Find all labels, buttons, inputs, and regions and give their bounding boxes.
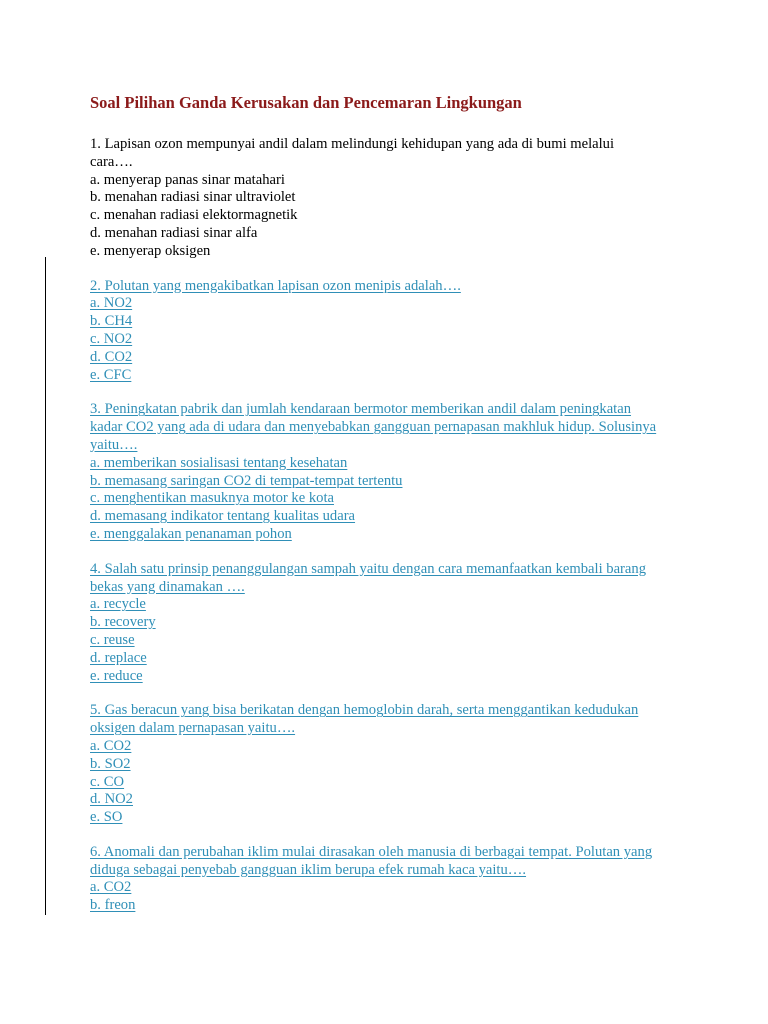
answer-option-link[interactable]: c. menghentikan masuknya motor ke kota [90,490,334,507]
answer-option: e. menyerap oksigen [90,242,211,259]
answer-option-link[interactable]: d. replace [90,649,147,666]
question-text: cara…. [90,153,133,170]
question-link-text[interactable]: bekas yang dinamakan …. [90,578,245,595]
question-link-text[interactable]: oksigen dalam pernapasan yaitu…. [90,720,296,737]
question-6[interactable] [90,844,690,915]
answer-option-link[interactable]: a. NO2 [90,295,133,312]
answer-option-link[interactable]: d. CO2 [90,348,133,365]
question-4[interactable] [90,561,690,686]
question-link-text[interactable]: 5. Gas beracun yang bisa berikatan dengan hemoglobin darah, serta menggantikan kedudukan [90,702,639,719]
question-link-text[interactable]: 6. Anomali dan perubahan iklim mulai dirasakan oleh manusia di berbagai tempat. Polutan yang [90,843,653,860]
answer-option-link[interactable]: e. reduce [90,667,143,684]
answer-option-link[interactable]: b. memasang saringan CO2 di tempat-tempat tertentu [90,472,403,489]
answer-option-link[interactable]: c. CO [90,773,125,790]
document-body [90,92,690,932]
answer-option-link[interactable]: c. NO2 [90,330,133,347]
answer-option: a. menyerap panas sinar matahari [90,171,285,188]
question-link-text[interactable]: yaitu…. [90,436,138,453]
question-link-text[interactable]: kadar CO2 yang ada di udara dan menyebabkan gangguan pernapasan makhluk hidup. Solusinya [90,419,657,436]
answer-option-link[interactable]: b. SO2 [90,755,131,772]
answer-option-link[interactable]: e. menggalakan penanaman pohon [90,525,292,542]
question-link-text[interactable]: diduga sebagai penyebab gangguan iklim berupa efek rumah kaca yaitu…. [90,861,527,878]
answer-option: b. menahan radiasi sinar ultraviolet [90,189,296,206]
question-3[interactable] [90,401,690,543]
answer-option-link[interactable]: d. NO2 [90,791,133,808]
answer-option-link[interactable]: e. SO [90,809,123,826]
change-bar [45,257,46,915]
question-1 [90,136,690,261]
question-link-text[interactable]: 3. Peningkatan pabrik dan jumlah kendaraan bermotor memberikan andil dalam peningkatan [90,401,632,418]
answer-option-link[interactable]: a. CO2 [90,737,132,754]
answer-option-link[interactable]: a. recycle [90,596,146,613]
question-link-text[interactable]: 2. Polutan yang mengakibatkan lapisan ozon menipis adalah…. [90,277,461,294]
question-2[interactable] [90,278,690,385]
answer-option: c. menahan radiasi elektormagnetik [90,207,298,224]
question-link-text[interactable]: 4. Salah satu prinsip penanggulangan sampah yaitu dengan cara memanfaatkan kembali barang [90,560,646,577]
answer-option-link[interactable]: c. reuse [90,631,135,648]
question-text: 1. Lapisan ozon mempunyai andil dalam melindungi kehidupan yang ada di bumi melalui [90,136,615,152]
question-5[interactable] [90,702,690,827]
answer-option-link[interactable]: b. CH4 [90,313,133,330]
answer-option-link[interactable]: a. CO2 [90,879,132,896]
document-title: Soal Pilihan Ganda Kerusakan dan Pencemaran Lingkungan [90,93,522,112]
answer-option: d. menahan radiasi sinar alfa [90,224,258,241]
answer-option-link[interactable]: d. memasang indikator tentang kualitas udara [90,508,356,525]
answer-option-link[interactable]: b. freon [90,897,136,914]
answer-option-link[interactable]: e. CFC [90,366,132,383]
answer-option-link[interactable]: a. memberikan sosialisasi tentang kesehatan [90,454,348,471]
answer-option-link[interactable]: b. recovery [90,614,156,631]
